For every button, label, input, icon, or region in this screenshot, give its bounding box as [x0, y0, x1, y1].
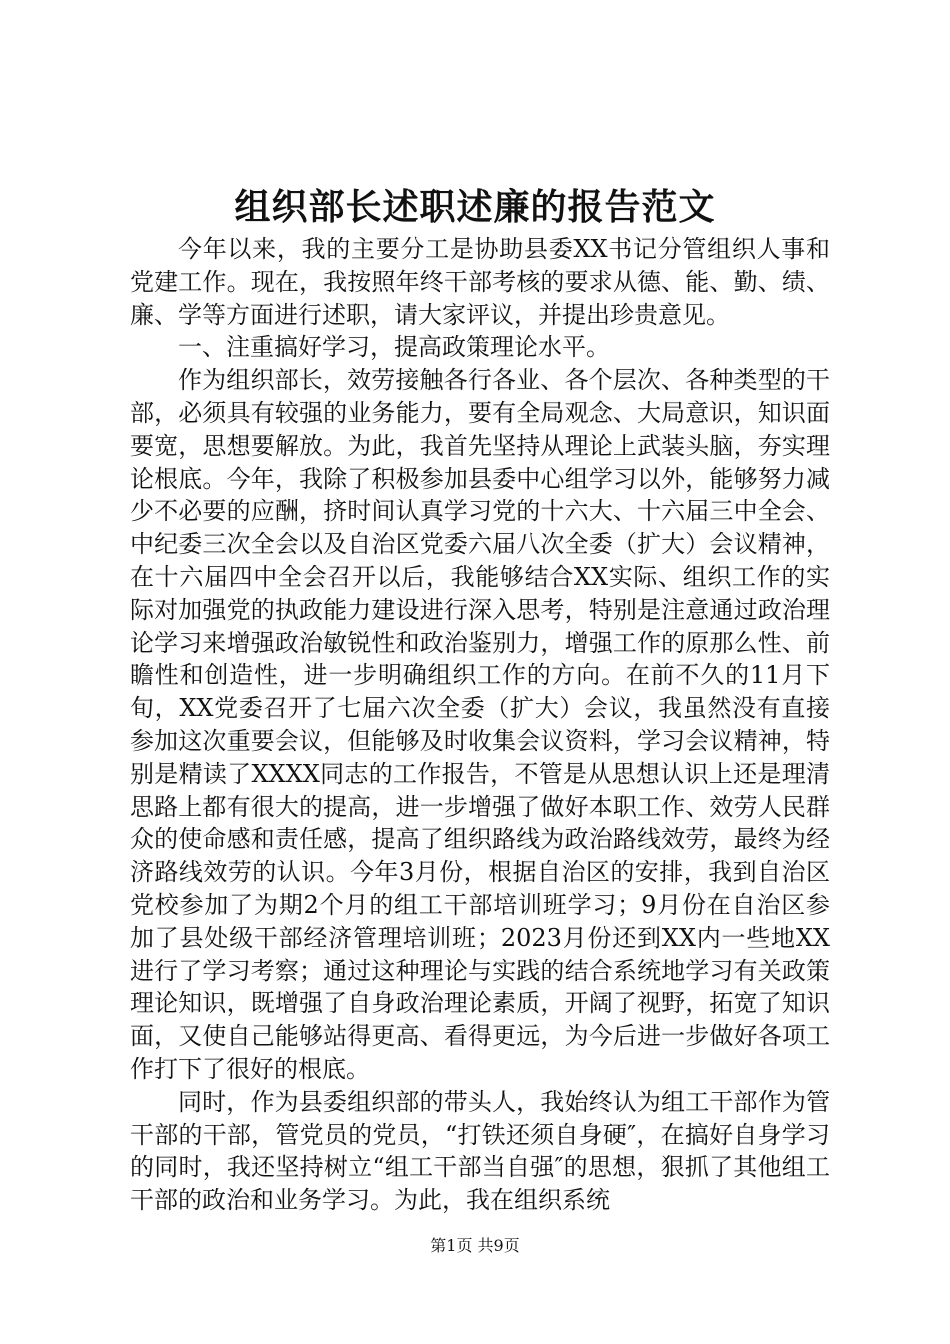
paragraph-team: 同时，作为县委组织部的带头人，我始终认为组工干部作为管干部的干部，管党员的党员，“打铁还须自身硬″，在搞好自身学习的同时，我还坚持树立“组工干部当自强″的思想，狠抓了其他组工干部的政治和业务学习。为此，我在组织系统	[130, 1087, 830, 1215]
document-title: 组织部长述职述廉的报告范文	[234, 186, 716, 228]
paragraph-intro: 今年以来，我的主要分工是协助县委XX书记分管组织人事和党建工作。现在，我按照年终干部考核的要求从德、能、勤、绩、廉、学等方面进行述职，请大家评议，并提出珍贵意见。	[130, 235, 830, 329]
paragraph-study: 作为组织部长，效劳接触各行各业、各个层次、各种类型的干部，必须具有较强的业务能力，要有全局观念、大局意识，知识面要宽，思想要解放。为此，我首先坚持从理论上武装头脑，夯实理论根底。今年，我除了积极参加县委中心组学习以外，能够努力减少不必要的应酬，挤时间认真学习党的十六大、十六届三中全会、中纪委三次全会以及自治区党委六届八次全委（扩大）会议精神，在十六届四中全会召开以后，我能够结合XX实际、组织工作的实际对加强党的执政能力建设进行深入思考，特别是注意通过政治理论学习来增强政治敏锐性和政治鉴别力，增强工作的原那么性、前瞻性和创造性，进一步明确组织工作的方向。在前不久的11月下旬，XX党委召开了七届六次全委（扩大）会议，我虽然没有直接参加这次重要会议，但能够及时收集会议资料，学习会议精神，特别是精读了XXXX同志的工作报告，不管是从思想认识上还是理清思路上都有很大的提高，进一步增强了做好本职工作、效劳人民群众的使命感和责任感，提高了组织路线为政治路线效劳，最终为经济路线效劳的认识。今年3月份，根据自治区的安排，我到自治区党校参加了为期2个月的组工干部培训班学习；9月份在自治区参加了县处级干部经济管理培训班；2023月份还到XX内一些地XX进行了学习考察；通过这种理论与实践的结合系统地学习有关政策理论知识，既增强了自身政治理论素质，开阔了视野，拓宽了知识面，又使自己能够站得更高、看得更远，为今后进一步做好各项工作打下了很好的根底。	[130, 366, 830, 1083]
section-heading-1: 一、注重搞好学习，提高政策理论水平。	[178, 333, 610, 362]
page-footer: 第1页 共9页	[430, 1236, 520, 1255]
document-body	[130, 233, 830, 1217]
